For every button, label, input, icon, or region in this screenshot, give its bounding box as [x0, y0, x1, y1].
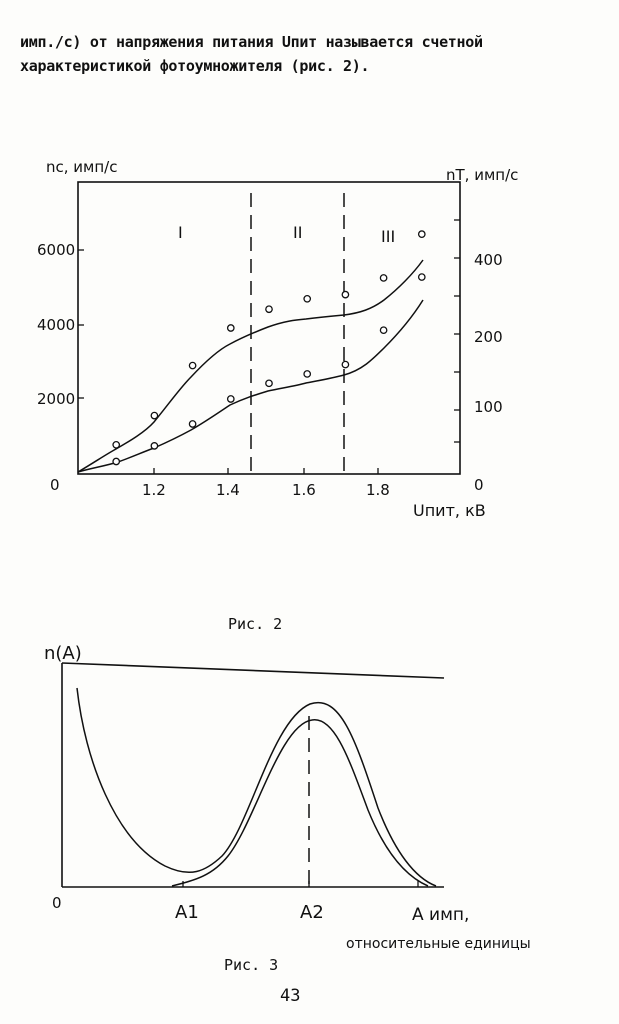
figure-3-chart	[44, 643, 531, 952]
left-tick-2000: 2000	[37, 390, 76, 408]
left-tick-6000: 6000	[37, 241, 76, 259]
region-label-3: III	[381, 227, 396, 246]
fig3-origin: 0	[52, 894, 62, 912]
data-point-nc	[228, 325, 234, 331]
data-point-nt	[342, 361, 348, 367]
data-point-nc	[266, 306, 272, 312]
data-point-nc	[189, 362, 195, 368]
data-point-nt	[380, 327, 386, 333]
right-tick-400: 400	[474, 251, 503, 269]
region-label-2: II	[293, 223, 303, 242]
data-point-nt	[151, 443, 157, 449]
data-point-nt	[304, 371, 310, 377]
fig3-x-label: A имп,	[412, 905, 470, 925]
data-point-nc	[151, 412, 157, 418]
x-tick-1.2: 1.2	[142, 481, 166, 499]
data-point-nc	[419, 231, 425, 237]
fig3-caption: Рис. 3	[224, 956, 279, 974]
data-point-nt	[266, 380, 272, 386]
fig3-tick-a2: A2	[300, 902, 324, 923]
region-label-1: I	[178, 223, 183, 242]
data-point-nt	[113, 458, 119, 464]
left-tick-0: 0	[50, 476, 60, 494]
data-point-nc	[304, 296, 310, 302]
fig3-y-label: n(A)	[44, 643, 82, 664]
fig2-y-left-label: nc, имп/с	[46, 158, 118, 176]
x-tick-1.6: 1.6	[292, 481, 316, 499]
left-tick-4000: 4000	[37, 316, 76, 334]
x-tick-1.4: 1.4	[216, 481, 240, 499]
fig3-tick-a1: A1	[175, 902, 199, 923]
paragraph-line-2: характеристикой фотоумножителя (рис. 2).	[20, 57, 370, 75]
fig3-curve-outer	[77, 688, 436, 886]
page-number: 43	[280, 986, 301, 1006]
right-tick-100: 100	[474, 398, 503, 416]
fig3-curve-inner	[172, 720, 428, 886]
right-tick-200: 200	[474, 328, 503, 346]
right-tick-0: 0	[474, 476, 484, 494]
data-point-nc	[113, 442, 119, 448]
x-tick-1.8: 1.8	[366, 481, 390, 499]
fig2-y-right-label: nT, имп/с	[446, 166, 519, 184]
data-point-nt	[419, 274, 425, 280]
data-point-nt	[228, 396, 234, 402]
fig2-caption: Рис. 2	[228, 615, 283, 633]
data-point-nt	[189, 421, 195, 427]
paragraph-line-1: имп./с) от напряжения питания Uпит называется счетной	[20, 33, 483, 51]
data-point-nc	[380, 275, 386, 281]
fig3-top-border	[62, 663, 444, 678]
data-point-nc	[342, 291, 348, 297]
fig2-x-label: Uпит, кВ	[413, 501, 486, 520]
fig3-x-unit: относительные единицы	[346, 936, 531, 952]
